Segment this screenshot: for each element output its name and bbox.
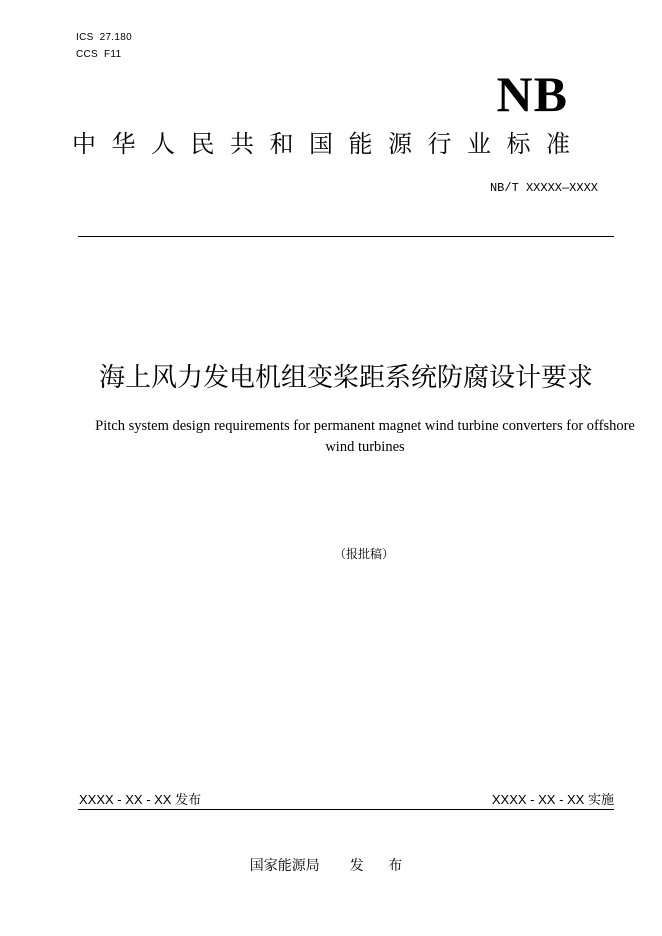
- publisher: [0, 855, 662, 875]
- implement-date-value: XXXX - XX - XX: [491, 792, 585, 807]
- ics-label: ICS: [76, 32, 94, 43]
- standard-number: NB/T XXXXX—XXXX: [489, 181, 598, 195]
- ccs-value: F11: [104, 49, 122, 60]
- publish-date-suffix: 发布: [175, 793, 202, 808]
- bottom-divider: [78, 809, 614, 810]
- document-title-en: Pitch system design requirements for permanent magnet wind turbine converters for offshore wind turbines: [95, 418, 635, 455]
- ccs-code: [76, 49, 121, 60]
- publish-date: [79, 789, 201, 808]
- publisher-action: 发 布: [349, 858, 413, 874]
- ics-code: [76, 32, 132, 43]
- implement-date: [492, 789, 614, 808]
- draft-status: （报批稿）: [333, 547, 394, 561]
- implement-date-suffix: 实施: [587, 793, 614, 808]
- top-divider: [78, 236, 614, 237]
- nb-logo: NB: [496, 66, 568, 122]
- ccs-label: CCS: [76, 49, 99, 60]
- standard-title: 中华人民共和国能源行业标准: [72, 130, 586, 158]
- document-title-cn: 海上风力发电机组变桨距系统防腐设计要求: [98, 363, 593, 393]
- publish-date-value: XXXX - XX - XX: [79, 792, 172, 807]
- publisher-org: 国家能源局: [249, 858, 320, 874]
- ics-value: 27.180: [99, 32, 132, 43]
